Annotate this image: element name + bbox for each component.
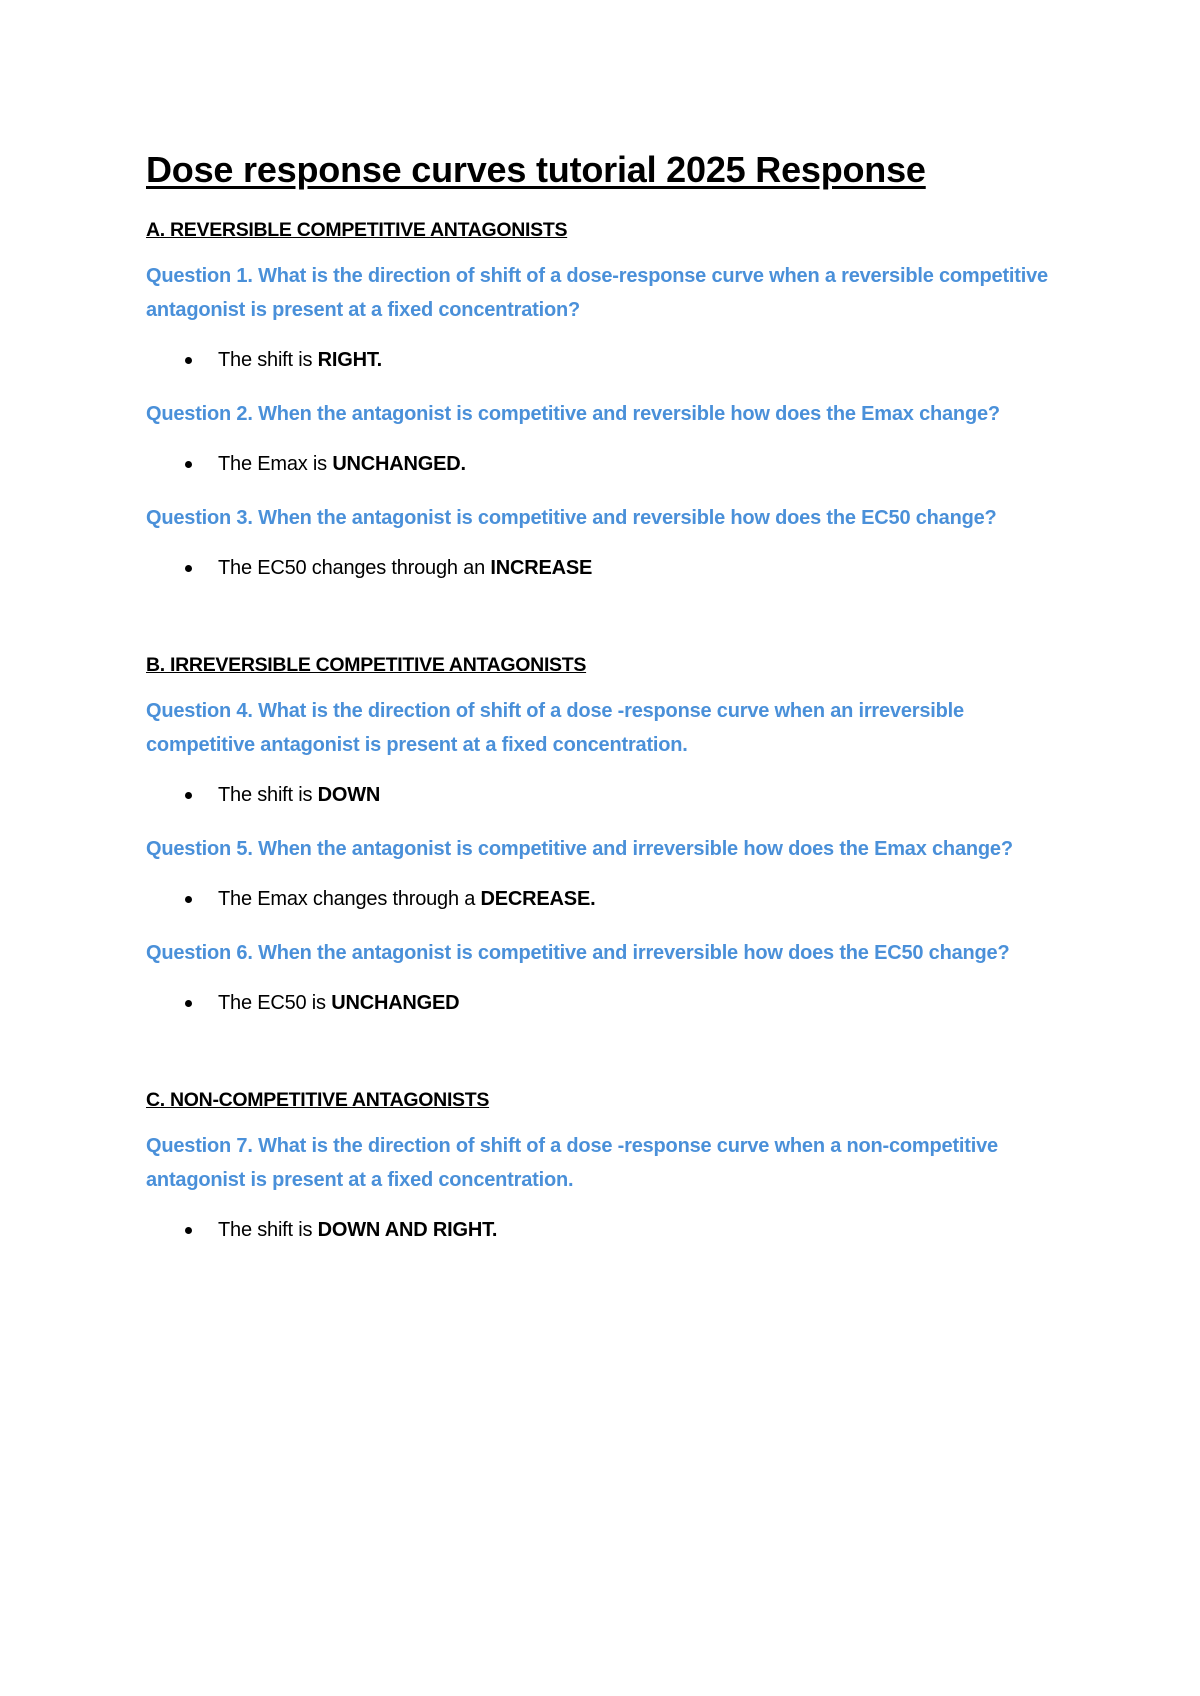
answer-text: The EC50 is <box>218 992 332 1014</box>
section-spacer <box>146 605 1076 653</box>
bullet-icon <box>185 565 192 572</box>
bullet-icon <box>185 896 192 903</box>
answer-emphasis: DOWN AND RIGHT. <box>317 1219 498 1241</box>
answer-text: The Emax is <box>218 453 333 475</box>
answer-text: The shift is <box>218 784 318 806</box>
answer-emphasis: DECREASE. <box>480 888 596 910</box>
answer-list <box>146 886 1076 912</box>
question-block-1 <box>146 259 1076 373</box>
answer-list <box>146 1217 1076 1243</box>
answer-text: The shift is <box>218 1219 318 1241</box>
answer-list <box>146 347 1076 373</box>
section-spacer <box>146 1040 1076 1088</box>
question-block-7 <box>146 1129 1076 1243</box>
section-reversible-competitive <box>146 218 1076 581</box>
question-block-6 <box>146 936 1076 1016</box>
answer-item <box>146 451 1076 477</box>
bullet-icon <box>185 1000 192 1007</box>
answer-list <box>146 782 1076 808</box>
answer-list <box>146 990 1076 1016</box>
question-block-4 <box>146 694 1076 808</box>
answer-emphasis: RIGHT. <box>317 349 383 371</box>
question-block-5 <box>146 832 1076 912</box>
answer-emphasis: INCREASE <box>490 557 593 579</box>
question-text: Question 4. What is the direction of shift of a dose -response curve when an irreversible competitive antagonist is present at a fixed concentration. <box>146 700 964 756</box>
answer-text: The shift is <box>218 349 318 371</box>
answer-text: The Emax changes through a <box>218 888 481 910</box>
answer-item <box>146 782 1076 808</box>
answer-text: The EC50 changes through an <box>218 557 491 579</box>
answer-item <box>146 1217 1076 1243</box>
section-irreversible-competitive <box>146 653 1076 1016</box>
bullet-icon <box>185 357 192 364</box>
section-heading: B. IRREVERSIBLE COMPETITIVE ANTAGONISTS <box>146 654 587 676</box>
answer-list <box>146 555 1076 581</box>
answer-emphasis: DOWN <box>317 784 381 806</box>
answer-emphasis: UNCHANGED <box>331 992 460 1014</box>
bullet-icon <box>185 461 192 468</box>
bullet-icon <box>185 1227 192 1234</box>
question-block-2 <box>146 397 1076 477</box>
section-heading: A. REVERSIBLE COMPETITIVE ANTAGONISTS <box>146 219 568 241</box>
question-text: Question 7. What is the direction of shift of a dose -response curve when a non-competitive antagonist is present at a fixed concentration. <box>146 1135 998 1191</box>
answer-item <box>146 990 1076 1016</box>
answer-item <box>146 886 1076 912</box>
answer-list <box>146 451 1076 477</box>
question-text: Question 3. When the antagonist is competitive and reversible how does the EC50 change? <box>146 507 997 529</box>
answer-item <box>146 347 1076 373</box>
section-heading: C. NON-COMPETITIVE ANTAGONISTS <box>146 1089 490 1111</box>
document-page <box>146 150 1076 1267</box>
document-title: Dose response curves tutorial 2025 Response <box>146 149 926 190</box>
question-block-3 <box>146 501 1076 581</box>
question-text: Question 1. What is the direction of shift of a dose-response curve when a reversible competitive antagonist is present at a fixed concentration? <box>146 265 1048 321</box>
question-text: Question 5. When the antagonist is competitive and irreversible how does the Emax change? <box>146 838 1013 860</box>
section-non-competitive <box>146 1088 1076 1243</box>
question-text: Question 6. When the antagonist is competitive and irreversible how does the EC50 change? <box>146 942 1010 964</box>
bullet-icon <box>185 792 192 799</box>
question-text: Question 2. When the antagonist is competitive and reversible how does the Emax change? <box>146 403 1000 425</box>
answer-item <box>146 555 1076 581</box>
answer-emphasis: UNCHANGED. <box>332 453 466 475</box>
